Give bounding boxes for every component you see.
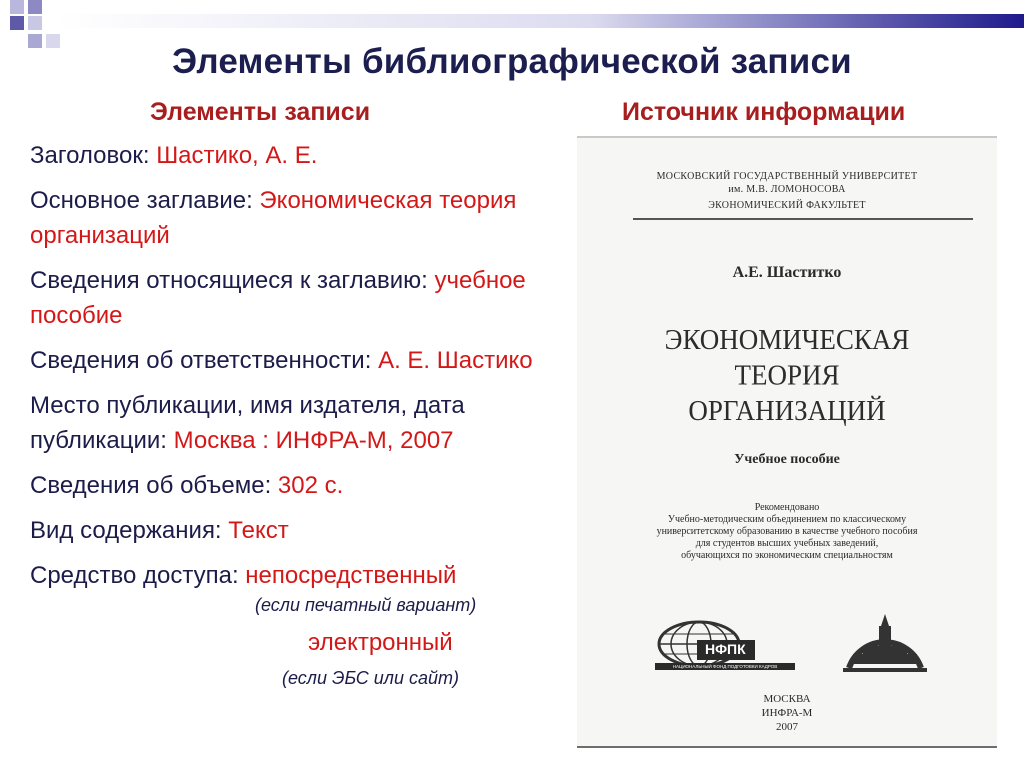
book-cover-image bbox=[577, 136, 997, 748]
nfpk-logo-caption: НАЦИОНАЛЬНЫЙ ФОНД ПОДГОТОВКИ КАДРОВ bbox=[672, 664, 778, 669]
cover-author: А.Е. Шаститко bbox=[732, 264, 842, 281]
cover-faculty: ЭКОНОМИЧЕСКИЙ ФАКУЛЬТЕТ bbox=[708, 200, 866, 211]
cover-divider bbox=[633, 218, 973, 220]
msu-emblem-icon bbox=[843, 612, 927, 680]
item-value: Шастико, А. Е. bbox=[156, 142, 318, 169]
access-note-print: (если печатный вариант) bbox=[255, 595, 477, 615]
list-item-heading bbox=[30, 138, 570, 173]
decor-square bbox=[28, 0, 42, 14]
access-value-electronic: электронный bbox=[308, 629, 453, 656]
cover-imprint: МОСКВА ИНФРА-М 2007 bbox=[761, 693, 813, 733]
list-item-title-info bbox=[30, 263, 570, 333]
cover-title: ЭКОНОМИЧЕСКАЯ ТЕОРИЯ ОРГАНИЗАЦИЙ bbox=[664, 323, 910, 427]
item-label: Заголовок: bbox=[30, 142, 150, 169]
decor-square bbox=[10, 16, 24, 30]
item-value: учебное пособие bbox=[30, 267, 526, 329]
list-item-content-type bbox=[30, 513, 570, 548]
item-value: Москва : ИНФРА-М, 2007 bbox=[173, 427, 454, 454]
item-value: 302 с. bbox=[277, 472, 344, 499]
right-column-heading: Источник информации bbox=[622, 98, 906, 126]
cover-recommendation: Рекомендовано Учебно-методическим объединением по классическому университетскому образованию в качестве учебного пособия для студентов высших учебных заведений, обучающихся по экономическим специальностям bbox=[656, 502, 918, 561]
list-item-main-title bbox=[30, 183, 570, 253]
cover-subtitle: Учебное пособие bbox=[734, 452, 840, 467]
item-label: Место публикации, имя издателя, дата публикации: bbox=[30, 392, 465, 454]
decor-square bbox=[28, 16, 42, 30]
nfpk-logo-text: НФПК bbox=[705, 641, 746, 657]
item-label: Основное заглавие: bbox=[30, 187, 253, 214]
item-label: Вид содержания: bbox=[30, 517, 222, 544]
list-item-publication bbox=[30, 388, 570, 458]
item-value: Текст bbox=[228, 517, 289, 544]
list-item-responsibility bbox=[30, 343, 570, 378]
left-column-heading: Элементы записи bbox=[150, 98, 371, 126]
item-label: Сведения об объеме: bbox=[30, 472, 272, 499]
header-gradient-bar bbox=[56, 14, 1024, 28]
item-value: Экономическая теория организаций bbox=[30, 187, 517, 249]
record-elements-list bbox=[30, 138, 570, 690]
item-value: непосредственный bbox=[245, 562, 457, 589]
slide-title: Элементы библиографической записи bbox=[172, 42, 852, 81]
list-item-access bbox=[30, 558, 570, 593]
cover-university: МОСКОВСКИЙ ГОСУДАРСТВЕННЫЙ УНИВЕРСИТЕТ им. М.В. ЛОМОНОСОВА bbox=[656, 171, 918, 195]
item-label: Сведения об ответственности: bbox=[30, 347, 372, 374]
item-value: А. Е. Шастико bbox=[378, 347, 533, 374]
list-item-extent bbox=[30, 468, 570, 503]
item-label: Сведения относящиеся к заглавию: bbox=[30, 267, 428, 294]
item-label: Средство доступа: bbox=[30, 562, 239, 589]
access-note-electronic: (если ЭБС или сайт) bbox=[282, 668, 459, 688]
decor-square bbox=[10, 0, 24, 14]
